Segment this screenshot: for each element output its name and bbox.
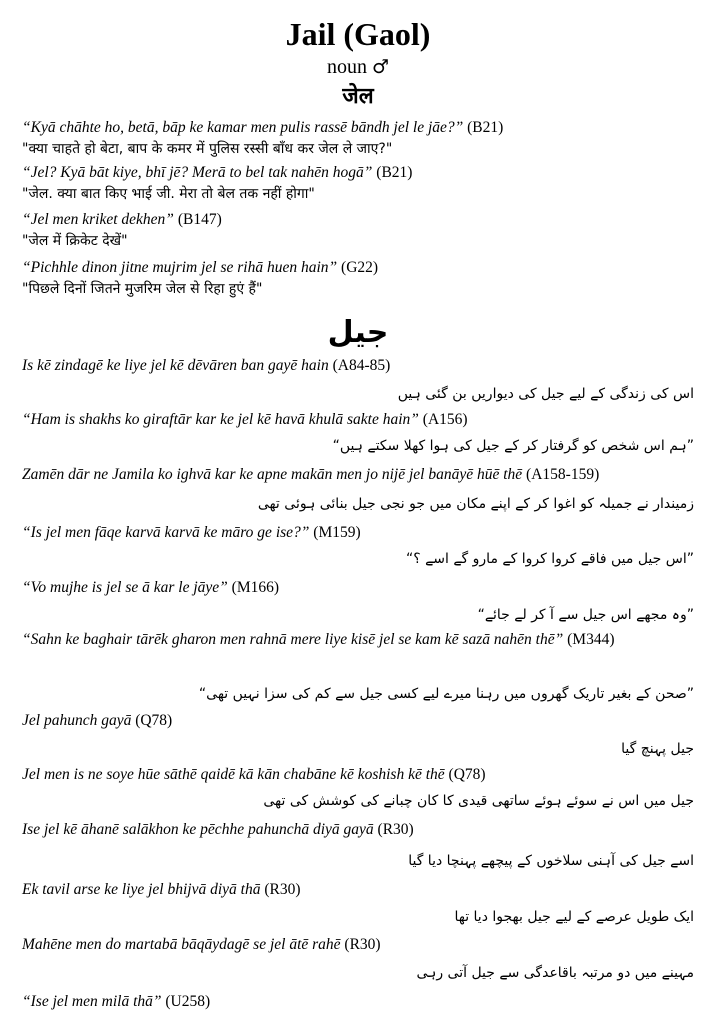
example-roman: Ek tavil arse ke liye jel bhijvā diyā thā (R30) [22,881,301,898]
example-hindi: "पिछले दिनों जितने मुजरिम जेल से रिहा हुएं हैं" [22,281,263,297]
example-roman: Zamēn dār ne Jamila ko ighvā kar ke apne makān men jo nijē jel banāyē hūē thē (A158-159) [22,466,600,483]
example-roman: “Jel? Kyā bāt kiye, bhī jē? Merā to bel tak nahēn hogā” (B21) [22,164,413,181]
example-urdu: اسے جیل کی آہنی سلاخوں کے پیچھے پہنچا دیا گیا [408,853,694,869]
example-roman: “Vo mujhe is jel se ā kar le jāye” (M166) [22,579,280,596]
example-roman: Ise jel kē āhanē salākhon ke pēchhe pahunchā diyā gayā (R30) [22,821,414,838]
example-roman: “Pichhle dinon jitne mujrim jel se rihā huen hain” (G22) [22,259,379,276]
example-hindi: "जेल. क्या बात किए भाई जी. मेरा तो बेल तक नहीं होगा" [22,186,315,202]
example-urdu: ”وہ مجھے اس جیل سے آ کر لے جائے“ [477,607,694,623]
example-urdu: ”صحن کے بغیر تاریک گھروں میں رہنا میرے لیے کسی جیل سے کم کی سزا نہیں تھی“ [198,686,694,702]
example-urdu: مہینے میں دو مرتبہ باقاعدگی سے جیل آتی رہی [416,965,694,981]
example-roman: “Kyā chāhte ho, betā, bāp ke kamar men pulis rassē bāndh jel le jāe?” (B21) [22,119,504,136]
example-hindi: "क्या चाहते हो बेटा, बाप के कमर में पुलिस रस्सी बाँध कर जेल ले जाए?" [22,141,393,157]
example-roman: Jel men is ne soye hūe sāthē qaidē kā kān chabāne kē koshish kē thē (Q78) [22,766,486,783]
part-of-speech [0,54,716,80]
example-urdu: جیل پہنچ گیا [621,741,694,757]
example-roman: “Ham is shakhs ko giraftār kar ke jel kē havā khulā sakte hain” (A156) [22,411,468,428]
example-roman: “Jel men kriket dekhen” (B147) [22,211,222,228]
pos-label: noun [326,56,367,78]
example-urdu: اس کی زندگی کے لیے جیل کی دیواریں بن گئی ہیں [397,386,694,402]
example-urdu: ”ہم اس شخص کو گرفتار کر کے جیل کی ہوا کھلا سکتے ہیں“ [332,438,694,454]
example-roman: “Is jel men fāqe karvā karvā ke māro ge ise?” (M159) [22,524,361,541]
example-urdu: ایک طویل عرصے کے لیے جیل بھجوا دیا تھا [454,909,694,925]
urdu-headword: جیل [327,315,389,350]
example-urdu: ”اس جیل میں فاقے کروا کروا کے مارو گے اسے ؟“ [405,551,694,567]
example-roman: Jel pahunch gayā (Q78) [22,712,173,729]
example-roman: “Sahn ke baghair tārēk gharon men rahnā mere liye kisē jel se kam kē sazā nahēn thē” (M344) [22,631,615,648]
example-roman: Is kē zindagē ke liye jel kē dēvāren ban gayē hain (A84-85) [22,357,391,374]
entry-title: Jail (Gaol) [285,16,431,52]
example-roman: Mahēne men do martabā bāqāydagē se jel ātē rahē (R30) [22,936,381,953]
hindi-headword: जेल [342,84,374,109]
example-urdu: جیل میں اس نے سوئے ہوئے ساتھی قیدی کا کان چبانے کی کوشش کی تھی [263,793,694,809]
example-roman: “Ise jel men milā thā” (U258) [22,993,211,1010]
example-hindi: "जेल में क्रिकेट देखें" [22,233,128,249]
male-gender-icon: ♂ [371,56,390,78]
example-urdu: زمیندار نے جمیلہ کو اغوا کر کے اپنے مکان میں جو نجی جیل بنائی ہوئی تھی [257,496,694,512]
